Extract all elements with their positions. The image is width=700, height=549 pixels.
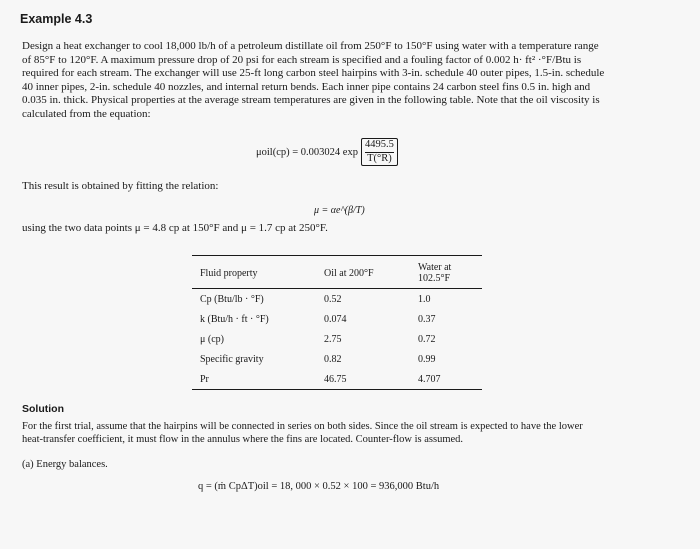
solution-heading: Solution xyxy=(22,403,64,415)
table-cell: 0.074 xyxy=(324,313,347,325)
table-row xyxy=(192,289,482,310)
table-row xyxy=(192,349,482,369)
energy-balance-heading: (a) Energy balances. xyxy=(22,459,108,470)
table-cell: 0.72 xyxy=(418,333,436,345)
problem-line: Design a heat exchanger to cool 18,000 lb/h of a petroleum distillate oil from 250°F to 150°F using water with a temperature range xyxy=(22,40,599,52)
header-cell: Oil at 200°F xyxy=(324,267,374,279)
table-cell: 1.0 xyxy=(418,293,431,305)
table-cell: Specific gravity xyxy=(200,353,264,365)
fraction-denominator: T(°R) xyxy=(367,153,392,164)
solution-line: heat-transfer coefficient, it must flow in the annulus where the fins are located. Counter-flow is assumed. xyxy=(22,434,464,445)
heat-duty-equation: q = (ṁ CpΔT)oil = 18, 000 × 0.52 × 100 = 936,000 Btu/h xyxy=(198,481,440,492)
table-cell: 2.75 xyxy=(324,333,342,345)
table-cell: 4.707 xyxy=(418,373,441,385)
problem-line: of 85°F to 120°F. A maximum pressure drop of 20 psi for each stream is specified and a fouling factor of 0.002 h· ft² ·°F/Btu is xyxy=(22,53,582,66)
header-cell: Fluid property xyxy=(200,267,258,279)
fit-text: This result is obtained by fitting the relation: xyxy=(22,180,219,192)
table-cell: k (Btu/h · ft · °F) xyxy=(200,313,269,325)
table-cell: μ (cp) xyxy=(200,333,224,345)
table-row xyxy=(192,309,482,329)
problem-line: required for each stream. The exchanger will use 25-ft long carbon steel hairpins with 3-in. schedule 40 outer pipes, 1.5-in. schedule xyxy=(22,67,605,80)
table-header-row xyxy=(192,256,482,289)
example-title: Example 4.3 xyxy=(20,12,93,26)
table-cell: Pr xyxy=(200,373,209,385)
viscosity-equation xyxy=(256,138,398,166)
exponent-fraction xyxy=(361,138,398,166)
problem-line: calculated from the equation: xyxy=(22,107,151,120)
table-cell: 0.52 xyxy=(324,293,342,305)
solution-text xyxy=(22,420,672,446)
table-row xyxy=(192,329,482,349)
problem-line: 0.035 in. thick. Physical properties at the average stream temperatures are given in the following table. Note that the oil viscosity is xyxy=(22,94,600,107)
table-cell: Cp (Btu/lb · °F) xyxy=(200,293,264,305)
problem-line: 40 inner pipes, 2-in. schedule 40 nozzles, and internal return bends. Each inner pipe contains 24 carbon steel fins 0.5 in. high and xyxy=(22,80,591,93)
table-cell: 0.37 xyxy=(418,313,436,325)
fraction-numerator: 4495.5 xyxy=(365,139,394,153)
table-cell: 46.75 xyxy=(324,373,347,385)
data-points-text: using the two data points μ = 4.8 cp at 150°F and μ = 1.7 cp at 250°F. xyxy=(22,222,328,234)
table-row xyxy=(192,369,482,390)
solution-line: For the first trial, assume that the hairpins will be connected in series on both sides. Since the oil stream is expected to have the lower xyxy=(22,421,583,432)
header-cell: Water at 102.5°F xyxy=(418,262,452,284)
table-cell: 0.82 xyxy=(324,353,342,365)
relation-equation: μ = αe^(β/T) xyxy=(314,205,365,216)
properties-table xyxy=(192,255,482,390)
viscosity-equation-lhs: μoil(cp) = 0.003024 exp xyxy=(256,146,358,158)
table-cell: 0.99 xyxy=(418,353,436,365)
problem-statement xyxy=(22,40,662,122)
